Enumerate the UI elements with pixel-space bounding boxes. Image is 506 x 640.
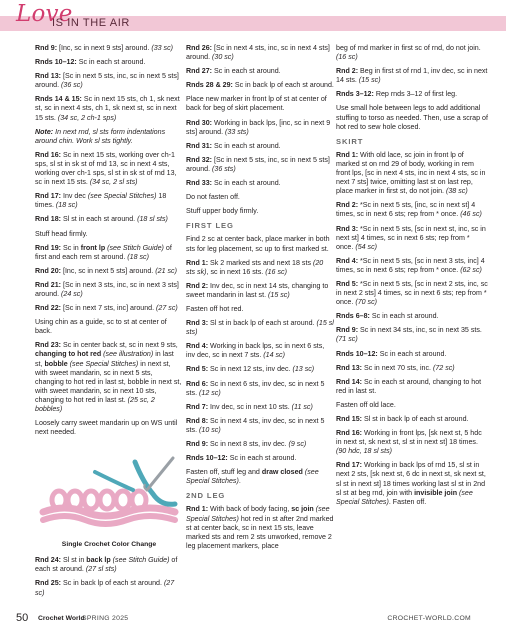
row-label: Rnd 30: — [186, 118, 213, 127]
row-label: Rnds 10–12: — [186, 454, 228, 463]
row-label: Rnd 2: — [186, 281, 209, 290]
pattern-paragraph — [35, 72, 183, 90]
row-label: Rnd 17: — [336, 461, 363, 470]
body-text: Working in back lps, [inc, sc in next 9 sts] around. — [186, 118, 331, 136]
row-label: Rnd 8: — [186, 416, 209, 425]
stitch-count: (14 sc) — [263, 351, 285, 360]
body-text: [Sc in next 7 sts, inc] around. — [61, 304, 157, 313]
body-text: Sc in — [61, 243, 81, 252]
section-title-script: Love — [16, 1, 73, 27]
section-heading: FIRST LEG — [186, 221, 234, 231]
pattern-paragraph — [336, 44, 488, 62]
pattern-paragraph — [35, 341, 183, 414]
pattern-paragraph — [35, 556, 183, 574]
body-text: , sc in next 16 sts. — [206, 267, 266, 276]
body-text: Working in back lps of rnd 15, sl st in next 2 sts, [sk next st, 6 dc in next st, sk next st, sl st in next st] 18 times working last sl st in 2nd sl st at beg rnd, join with — [336, 461, 486, 497]
row-label: Rnds 3–12: — [336, 90, 374, 99]
row-label: Rnd 5: — [186, 365, 209, 374]
body-text: Sc in next 8 sts, inv dec. — [208, 440, 289, 448]
stitch-count: (20 sts sk) — [186, 258, 324, 276]
pattern-paragraph — [186, 282, 334, 300]
reference-note: (see Stitch Guide) — [105, 243, 164, 252]
column-1 — [35, 44, 183, 603]
stitch-count: (71 sc) — [336, 335, 358, 344]
body-text: [Sc in next 4 sts, inc, sc in next 4 sts] around. — [186, 44, 330, 62]
pattern-paragraph — [35, 44, 183, 53]
pattern-paragraph — [186, 142, 334, 151]
stitch-count: (27 sc) — [35, 579, 175, 597]
body-text: Sc in each st around. — [369, 312, 439, 321]
row-label: Rnd 20: — [35, 266, 62, 275]
body-text: Sc in next 15 sts, ch 1, sk next st, sc in next 4 sts, ch 1, sk next st, sc in next 15 sts. — [35, 95, 180, 122]
body-text: Use small hole between legs to add additional stuffing to torso as needed. Then, use a scrap of hot red to sew hole closed. — [336, 104, 488, 131]
row-label: Rnd 4: — [186, 342, 209, 351]
row-label: Rnds 10–12: — [35, 58, 77, 67]
row-label: Rnd 6: — [186, 379, 209, 388]
stitch-count: (18 sl sts) — [137, 215, 168, 224]
body-text: [Inc, sc in next 5 sts] around. — [61, 266, 156, 275]
body-text: Working in back lps, sc in next 6 sts, inv dec, sc in next 7 sts. — [186, 342, 325, 360]
body-text: in next st, with sweet mandarin, sc in next 5 sts, changing to hot red in last st, bobble in next st, with sweet mandarin, sc in next 10 sts, changing to hot red in last st. — [35, 359, 182, 404]
pattern-paragraph — [336, 151, 488, 196]
reference-note: (see Special Stitches) — [186, 468, 319, 486]
body-text: Sl st in back lp of each st around. — [362, 415, 469, 423]
body-text: hot red in st after 2nd marked st at center back, sc in next 15 sts, leave marked sts and rem 2 sts unworked, remove 2 leg placement markers, place — [186, 514, 334, 550]
emphasis-text: draw closed — [261, 468, 303, 477]
pattern-paragraph — [186, 95, 334, 113]
pattern-paragraph — [35, 419, 183, 437]
stitch-count: (33 sts) — [225, 127, 249, 136]
stitch-count: (18 sc) — [55, 201, 78, 210]
row-label: Rnd 17: — [35, 192, 62, 201]
row-label: Rnd 33: — [186, 179, 213, 188]
column-2 — [186, 44, 334, 556]
row-label: Rnd 15: — [336, 415, 363, 423]
row-label: Rnd 1: — [186, 258, 209, 267]
emphasis-text: sc join — [291, 505, 314, 514]
pattern-paragraph — [35, 244, 183, 262]
stitch-count: (90 hdc, 18 sl sts) — [336, 447, 392, 456]
body-text: Sc in next 12 sts, inv dec. — [208, 365, 293, 374]
body-text: Loosely carry sweet mandarin up on WS until next needed. — [35, 419, 178, 437]
pattern-paragraph — [186, 179, 334, 188]
page-number: 50 — [16, 612, 29, 624]
body-text: *Sc in next 5 sts, [sc in next 3 sts, inc] 4 times, sc in next 6 sts; rep from * once. — [336, 256, 485, 274]
row-label: Rnd 2: — [336, 201, 359, 210]
row-label: Rnd 9: — [35, 44, 58, 52]
row-label: Rnd 9: — [336, 326, 359, 335]
pattern-paragraph — [186, 440, 334, 449]
stitch-count: (16 sc) — [265, 267, 287, 276]
pattern-paragraph — [336, 461, 488, 506]
pattern-paragraph — [35, 215, 183, 224]
body-text: beg of rnd marker in first sc of rnd, do not join. — [336, 44, 481, 52]
stitch-count: (34 sc, 2 sl sts) — [89, 178, 138, 187]
issue-season: SPRING 2025 — [82, 615, 129, 622]
magazine-name: Crochet World — [38, 615, 85, 622]
pattern-paragraph — [186, 156, 334, 174]
body-text: Sc in each st around. — [212, 141, 281, 150]
body-text: Stuff upper body firmly. — [186, 207, 259, 216]
section-title: IS IN THE AIR — [52, 17, 130, 29]
row-label: Rnd 32: — [186, 155, 213, 164]
body-text: [Inc, sc in next 9 sts] around. — [57, 44, 152, 52]
body-text: [Sc in next 5 sts, inc, sc in next 5 sts] around. — [186, 155, 330, 173]
body-text: Inv dec, sc in next 14 sts, changing to sweet mandarin in last st. — [186, 281, 329, 299]
body-text: Beg in first st of rnd 1, inv dec, sc in next 14 sts. — [336, 67, 488, 85]
stitch-count: (11 sc) — [291, 402, 313, 411]
row-label: Rnd 23: — [35, 341, 62, 350]
reference-note: (see Special Stitches) — [87, 192, 157, 201]
stitch-count: (10 sc) — [199, 425, 221, 434]
body-text: *Sc in next 5 sts, [sc in next 2 sts, inc, sc in next 2 sts] 4 times, sc in next 6 sts; rep from * once. — [336, 279, 488, 307]
row-label: Rnd 16: — [35, 150, 62, 159]
pattern-paragraph — [186, 365, 334, 374]
body-text: In next rnd, sl sts form indentations around chin. Work sl sts tightly. — [35, 127, 166, 145]
row-label: Rnd 13: — [336, 363, 363, 372]
body-text: Sc in center back st, sc in next 9 sts, — [61, 341, 178, 350]
body-text: Inv dec — [61, 192, 88, 201]
stitch-count: (72 sc) — [432, 363, 455, 372]
pattern-paragraph — [35, 58, 183, 67]
stitch-count: (27 sc) — [156, 304, 178, 313]
body-text: Sc in each st around. — [227, 454, 297, 463]
website-url: CROCHET-WORLD.COM — [387, 615, 471, 622]
body-text: Find 2 sc at center back, place marker in both sts for leg placement, sc up to first marked st. — [186, 235, 330, 253]
stitch-count: (15 sc) — [358, 76, 381, 85]
row-label: Rnd 27: — [186, 67, 213, 76]
row-label: Rnd 31: — [186, 141, 213, 150]
row-label: Rnd 13: — [35, 72, 62, 81]
stitch-count: (15 sc) — [268, 290, 290, 299]
stitch-count: (9 sc) — [288, 440, 307, 448]
row-label: Rnd 16: — [336, 429, 363, 438]
row-label: Rnd 9: — [186, 440, 209, 448]
row-label: Rnd 19: — [35, 243, 62, 252]
row-label: Rnd 4: — [336, 256, 359, 265]
stitch-count: (46 sc) — [460, 210, 482, 219]
pattern-paragraph — [186, 403, 334, 412]
section-heading: 2ND LEG — [186, 491, 226, 501]
pattern-paragraph — [35, 230, 183, 239]
stitch-count: (38 sc) — [446, 187, 468, 196]
pattern-paragraph — [35, 151, 183, 187]
body-text: *Sc in next 5 sts, [sc in next st, inc, sc in next st] 4 times, sc in next 6 sts; rep from * once. — [336, 224, 486, 251]
row-label: Rnd 3: — [336, 224, 359, 233]
pattern-paragraph — [336, 326, 488, 344]
body-text: Sc in each st around. — [212, 179, 281, 188]
body-text: Sl st in each st around. — [61, 215, 138, 224]
pattern-paragraph — [186, 305, 334, 314]
row-label: Rnd 7: — [186, 402, 209, 411]
body-text: 18 times. — [35, 192, 167, 210]
body-text: Fasten off, stuff leg and — [186, 468, 262, 477]
body-text: Rep rnds 3–12 of first leg. — [373, 90, 458, 99]
body-text: Sc in each st around, changing to hot red in last st. — [336, 377, 482, 395]
stitch-count: (18 sc) — [127, 252, 149, 261]
row-label: Rnds 10–12: — [336, 349, 378, 358]
stitch-count: (16 sc) — [336, 53, 358, 62]
row-label: Rnd 26: — [186, 44, 213, 52]
body-text: Sk 2 marked sts and next 18 sts — [208, 258, 313, 267]
body-text: Sl st in — [61, 556, 87, 565]
row-label: Rnd 25: — [35, 579, 62, 588]
body-text: . — [238, 477, 241, 486]
stitch-count: (36 sc) — [61, 81, 83, 90]
pattern-paragraph — [186, 67, 334, 76]
pattern-paragraph — [186, 44, 334, 62]
stitch-count: (33 sc) — [151, 44, 174, 52]
row-label: Rnd 22: — [35, 304, 62, 313]
body-text: of first and each rem st around. — [35, 243, 172, 261]
stitch-count: (70 sc) — [355, 298, 378, 307]
color-change-illustration — [35, 442, 183, 538]
pattern-paragraph — [35, 318, 183, 336]
emphasis-text: changing to hot red — [35, 350, 102, 359]
stitch-count: (62 sc) — [460, 265, 482, 274]
body-text: Sc in back lp of each st around. — [61, 579, 164, 588]
stitch-count: (34 sc, 2 ch-1 sps) — [57, 113, 117, 122]
body-text: Sc in next 70 sts, inc. — [362, 363, 433, 372]
stitch-count: (25 sc, 2 bobbles) — [35, 395, 155, 413]
body-text: Fasten off hot red. — [186, 304, 244, 313]
diagram-caption: Single Crochet Color Change — [61, 541, 157, 549]
pattern-paragraph — [336, 401, 488, 410]
stitch-count: (27 sl sts) — [85, 565, 117, 574]
body-text: Sc in back lp of each st around. — [232, 81, 334, 90]
body-text: Sc in each st around. — [377, 349, 447, 358]
col1-paragraphs-b — [35, 556, 183, 597]
reference-note: (see illustration) — [101, 350, 154, 359]
body-text: [Sc in next 5 sts, inc, sc in next 5 sts] around. — [35, 72, 179, 90]
pattern-paragraph — [186, 193, 334, 202]
reference-note: (see Special Stitches) — [186, 505, 330, 523]
pattern-paragraph — [35, 267, 183, 276]
body-text: Sc in next 4 sts, inv dec, sc in next 5 sts. — [186, 416, 325, 434]
body-text: Working in front lps, [sk next st, 5 hdc in next st, sk next st, sl st in next st] 18 times. — [336, 429, 482, 447]
pattern-paragraph — [336, 67, 488, 85]
page-header — [0, 0, 506, 34]
row-label: Rnds 6–8: — [336, 312, 370, 321]
row-label: Rnd 5: — [336, 279, 359, 288]
pattern-paragraph — [336, 90, 488, 99]
body-text: Sc in next 15 sts, working over ch-1 sps, sl st in sk st of rnd 13, sc in next 4 sts, working over ch-1 sps, sl st in sk st of rnd 13, sc in next 15 sts. — [35, 150, 177, 187]
body-text: of each st around. — [35, 556, 178, 574]
pattern-paragraph — [336, 378, 488, 396]
stitch-count: (12 sc) — [199, 388, 221, 397]
row-label: Rnds 28 & 29: — [186, 81, 233, 90]
stitch-count: (15 sl sts) — [186, 319, 334, 337]
row-label: Rnd 1: — [336, 150, 359, 159]
pattern-paragraph — [186, 417, 334, 435]
body-text: . Fasten off. — [388, 497, 427, 506]
body-text: Using chin as a guide, sc to st at center of back. — [35, 318, 167, 336]
stitch-count: (30 sc) — [212, 53, 234, 62]
body-text: Sc in next 6 sts, inv dec, sc in next 5 sts. — [186, 379, 325, 397]
pattern-paragraph — [186, 468, 334, 486]
color-change-diagram — [35, 442, 183, 550]
pattern-paragraph — [336, 104, 488, 131]
pattern-paragraph — [186, 454, 334, 463]
stitch-count: (36 sts) — [212, 164, 236, 173]
pattern-paragraph — [35, 281, 183, 299]
page-footer — [0, 606, 506, 640]
body-text: Sl st in back lp of each st around. — [208, 319, 317, 328]
pattern-paragraph — [35, 579, 183, 597]
pattern-paragraph — [336, 429, 488, 456]
row-label: Note: — [35, 127, 54, 136]
body-text: Sc in next 34 sts, inc, sc in next 35 sts. — [358, 326, 482, 335]
pattern-paragraph — [186, 342, 334, 360]
column-3 — [336, 44, 488, 512]
body-text: in last st, — [35, 350, 174, 368]
emphasis-text: invisible join — [414, 488, 458, 497]
pattern-paragraph — [336, 201, 488, 219]
body-text: Do not fasten off. — [186, 193, 240, 202]
pattern-paragraph — [186, 319, 334, 337]
pattern-paragraph — [336, 350, 488, 359]
pattern-paragraph — [186, 81, 334, 90]
pattern-paragraph — [186, 235, 334, 253]
row-label: Rnd 21: — [35, 280, 62, 289]
stitch-count: (24 sc) — [61, 289, 83, 298]
body-text: With back of body facing, — [208, 505, 292, 514]
body-text: With old lace, sc join in front lp of marked st on rnd 29 of body, working in rem front lps, [sc in next 4 sts, inc in next 4 sts, sc in next 7 sts] twice, omitting last st on last rep, place marker in first st, do not join. — [336, 150, 486, 196]
body-text: Fasten off old lace. — [336, 400, 396, 409]
row-label: Rnd 14: — [336, 377, 363, 386]
pattern-paragraph — [186, 505, 334, 550]
pattern-paragraph — [186, 259, 334, 277]
pattern-paragraph — [186, 380, 334, 398]
row-label: Rnd 3: — [186, 319, 209, 328]
reference-note: (see Special Stitches) — [336, 488, 473, 506]
section-heading: SKIRT — [336, 136, 364, 146]
stitch-count: (13 sc) — [292, 365, 315, 374]
reference-note: (see Stitch Guide) — [110, 556, 170, 565]
row-label: Rnd 24: — [35, 556, 62, 565]
body-text: Sc in each st around. — [212, 67, 281, 76]
pattern-paragraph — [186, 207, 334, 216]
body-text: Inv dec, sc in next 10 sts. — [208, 402, 292, 411]
stitch-count: (54 sc) — [355, 242, 378, 251]
emphasis-text: back lp — [86, 556, 111, 565]
body-text: Sc in each st around. — [76, 58, 146, 67]
pattern-paragraph — [186, 119, 334, 137]
row-label: Rnd 1: — [186, 505, 209, 514]
pattern-paragraph — [35, 304, 183, 313]
emphasis-text: bobble — [44, 359, 68, 368]
col1-paragraphs — [35, 44, 183, 437]
body-text: Stuff head firmly. — [35, 229, 88, 238]
emphasis-text: front lp — [80, 243, 106, 252]
stitch-count: (21 sc) — [155, 266, 177, 275]
row-label: Rnd 18: — [35, 215, 62, 224]
body-text: *Sc in next 5 sts, [inc, sc in next st] 4 times, sc in next 6 sts; rep from * once. — [336, 201, 476, 219]
pattern-paragraph — [336, 364, 488, 373]
row-label: Rnd 2: — [336, 67, 359, 76]
row-label: Rnds 14 & 15: — [35, 95, 82, 104]
pattern-paragraph — [35, 95, 183, 122]
body-text: [Sc in next 3 sts, inc, sc in next 3 sts] around. — [35, 280, 179, 298]
reference-note: (see Special Stitches) — [67, 359, 139, 368]
pattern-paragraph — [336, 257, 488, 275]
body-text: Place new marker in front lp of st at center of back for beg of skirt placement. — [186, 95, 327, 113]
pattern-paragraph — [35, 192, 183, 210]
pattern-paragraph — [35, 128, 183, 146]
pattern-paragraph — [336, 312, 488, 321]
pattern-paragraph — [336, 280, 488, 307]
pattern-paragraph — [336, 225, 488, 252]
pattern-paragraph — [336, 415, 488, 424]
